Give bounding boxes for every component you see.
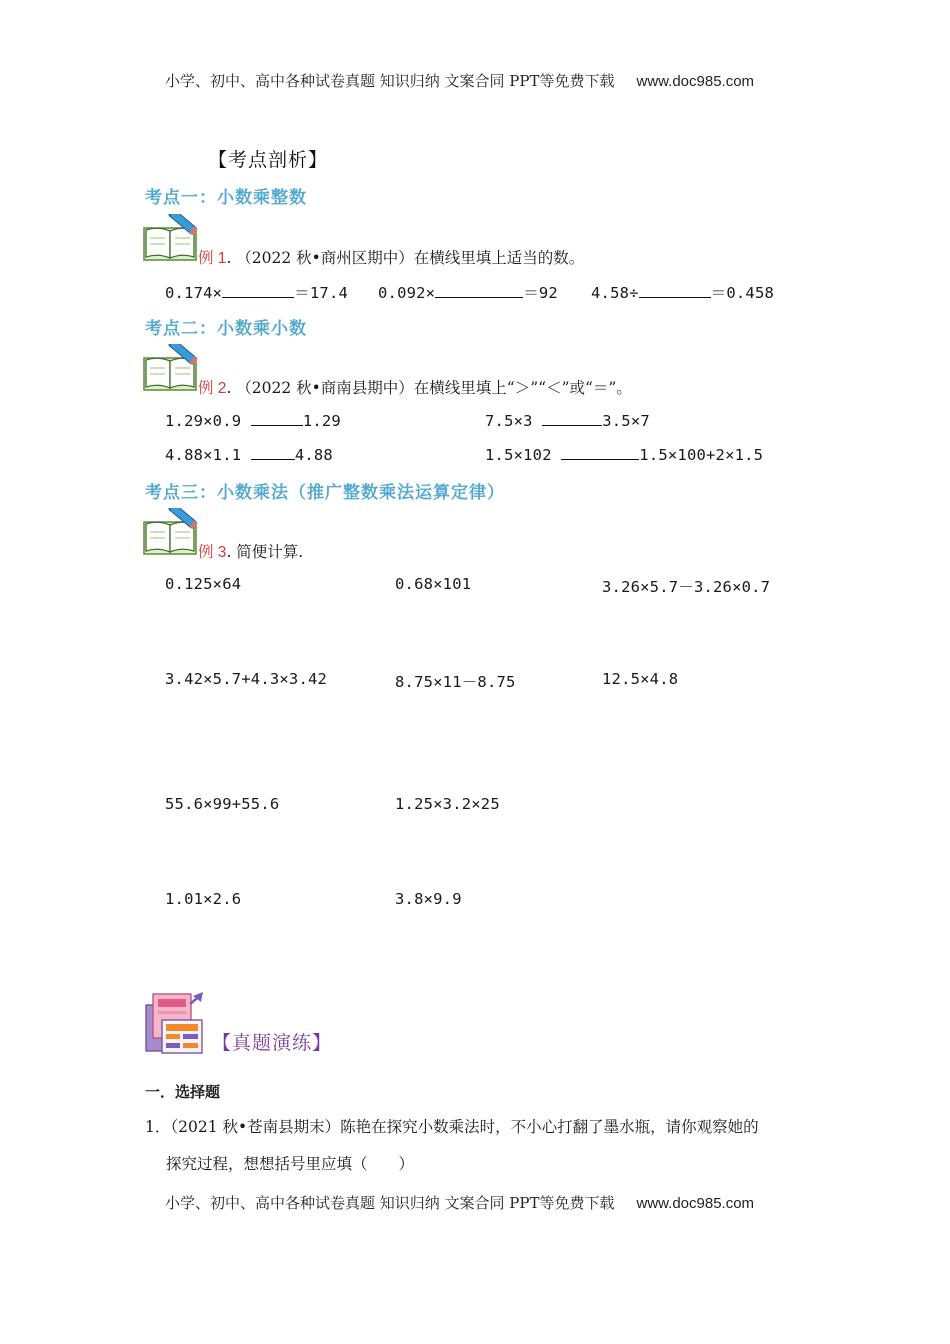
question-1-line-2: 探究过程，想想括号里应填（ ） (166, 1155, 415, 1173)
answer-blank[interactable] (639, 283, 711, 298)
kp1-row (165, 281, 348, 303)
book-pencil-icon (143, 508, 199, 556)
book-pencil-icon (143, 344, 199, 392)
kp1-row (591, 281, 774, 303)
footer-text: 小学、初中、高中各种试卷真题 知识归纳 文案合同 PPT等免费下载 (165, 1194, 615, 1212)
example-2-label: 例 2 (198, 380, 227, 397)
calc-item: 12.5×4.8 (602, 670, 679, 688)
example-2 (198, 376, 632, 398)
example-3 (198, 540, 303, 562)
answer-blank[interactable] (561, 445, 639, 460)
kp1-item: 0.092× (378, 284, 436, 302)
calc-item: 3.8×9.9 (395, 890, 462, 908)
calc-item: 0.125×64 (165, 575, 242, 593)
kp1-item: 0.174× (165, 284, 223, 302)
book-pencil-icon (143, 214, 199, 262)
kp2-item: 1.5×102 (485, 446, 552, 464)
section-analysis-title: 【考点剖析】 (208, 149, 329, 171)
kp1-item: ＝0.458 (710, 284, 775, 302)
kp1-title: 考点一：小数乘整数 (145, 188, 307, 208)
kp2-item: 4.88 (294, 446, 333, 464)
calc-item: 0.68×101 (395, 575, 472, 593)
example-1-text: . （2022 秋•商州区期中）在横线里填上适当的数。 (226, 249, 585, 267)
header-text: 小学、初中、高中各种试卷真题 知识归纳 文案合同 PPT等免费下载 (165, 72, 615, 90)
header-site[interactable]: www.doc985.com (636, 73, 755, 90)
calc-item: 1.01×2.6 (165, 890, 242, 908)
page-header (165, 70, 754, 91)
kp1-item: ＝17.4 (294, 284, 349, 302)
page-footer (165, 1192, 754, 1213)
calc-item: 8.75×11－8.75 (395, 673, 516, 691)
kp2-item: 3.5×7 (602, 412, 650, 430)
kp2-item: 1.29×0.9 (165, 412, 242, 430)
calc-item: 3.42×5.7+4.3×3.42 (165, 670, 328, 688)
section-heading: 一．选择题 (145, 1083, 221, 1101)
kp2-title: 考点二：小数乘小数 (145, 319, 307, 339)
footer-site[interactable]: www.doc985.com (636, 1195, 755, 1212)
answer-blank[interactable] (251, 445, 295, 460)
answer-blank[interactable] (542, 411, 602, 426)
practice-title: 【真题演练】 (212, 1032, 333, 1054)
kp2-item: 1.29 (302, 412, 341, 430)
question-1-line-1: 1．（2021 秋•苍南县期末）陈艳在探究小数乘法时，不小心打翻了墨水瓶，请你观察她的 (145, 1118, 759, 1136)
answer-blank[interactable] (251, 411, 303, 426)
answer-blank[interactable] (222, 283, 294, 298)
calc-item: 1.25×3.2×25 (395, 795, 500, 813)
example-3-text: . 简便计算. (226, 543, 304, 561)
example-3-label: 例 3 (198, 544, 227, 561)
calc-item: 3.26×5.7－3.26×0.7 (602, 578, 771, 596)
kp1-item: ＝92 (523, 284, 558, 302)
example-1 (198, 246, 584, 268)
calc-item: 55.6×99+55.6 (165, 795, 280, 813)
document-stack-icon (145, 990, 207, 1056)
kp2-item: 7.5×3 (485, 412, 533, 430)
kp2-item: 4.88×1.1 (165, 446, 242, 464)
kp2-row (485, 411, 650, 430)
example-1-label: 例 1 (198, 250, 227, 267)
kp2-item: 1.5×100+2×1.5 (639, 446, 764, 464)
kp2-row (485, 445, 763, 464)
kp1-item: 4.58÷ (591, 284, 639, 302)
kp3-title: 考点三：小数乘法（推广整数乘法运算定律） (145, 483, 505, 503)
kp2-row (165, 445, 333, 464)
kp2-row (165, 411, 341, 430)
answer-blank[interactable] (435, 283, 523, 298)
kp1-row (378, 281, 558, 303)
example-2-text: . （2022 秋•商南县期中）在横线里填上“＞”“＜”或“＝”。 (226, 379, 632, 397)
